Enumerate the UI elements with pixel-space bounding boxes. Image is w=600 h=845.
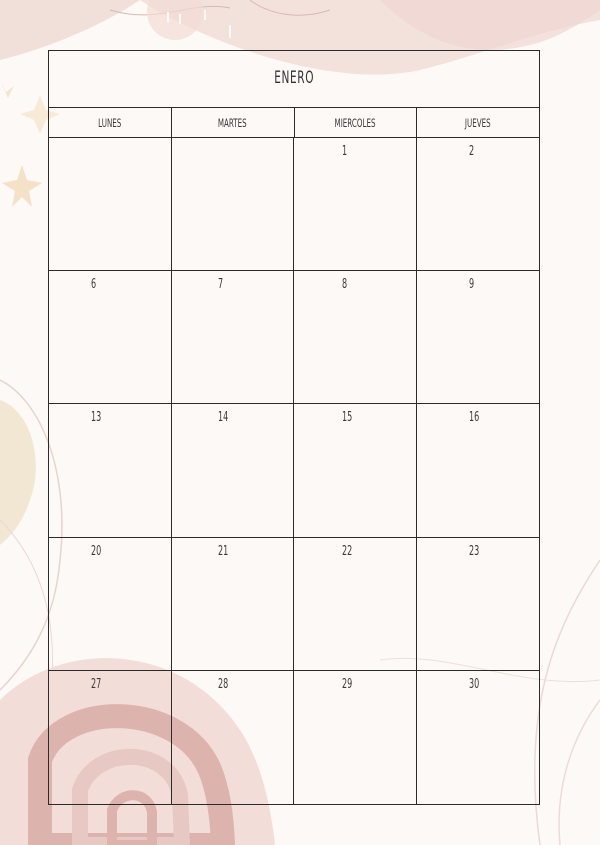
day-cell <box>172 538 295 671</box>
day-cell <box>294 671 417 804</box>
day-number: 8 <box>342 277 348 293</box>
day-cell <box>49 138 172 271</box>
day-cell <box>49 671 172 804</box>
day-number: 22 <box>342 543 353 559</box>
day-cell <box>417 138 540 271</box>
day-cell <box>172 671 295 804</box>
weekday-label: JUEVES <box>465 115 491 130</box>
weekday-header-row <box>49 108 539 138</box>
day-cell <box>172 404 295 537</box>
weekday-header-wednesday <box>295 108 418 137</box>
day-cell <box>49 404 172 537</box>
day-number: 28 <box>217 676 228 692</box>
day-number: 2 <box>468 144 474 159</box>
day-cell <box>294 538 417 671</box>
calendar <box>48 50 540 805</box>
day-number: 21 <box>217 543 228 559</box>
day-cell <box>49 538 172 671</box>
day-number: 20 <box>91 543 102 559</box>
day-cell <box>417 404 540 537</box>
day-cell <box>417 671 540 804</box>
day-cell <box>417 271 540 404</box>
weekday-header-thursday <box>417 108 539 137</box>
day-number: 13 <box>91 410 102 426</box>
day-cell <box>294 404 417 537</box>
weekday-header-monday <box>49 108 172 137</box>
day-number: 7 <box>217 277 223 293</box>
day-number: 9 <box>468 277 474 293</box>
day-cell <box>294 271 417 404</box>
month-title: ENERO <box>274 68 314 88</box>
day-number: 23 <box>468 543 479 559</box>
day-grid <box>49 138 539 804</box>
day-number: 1 <box>342 144 348 159</box>
day-number: 29 <box>342 676 353 692</box>
month-header <box>49 51 539 108</box>
weekday-label: LUNES <box>98 115 122 130</box>
day-cell <box>417 538 540 671</box>
day-cell <box>49 271 172 404</box>
day-number: 14 <box>217 410 228 426</box>
day-number: 30 <box>468 676 479 692</box>
weekday-header-tuesday <box>172 108 295 137</box>
day-number: 27 <box>91 676 102 692</box>
day-cell <box>172 271 295 404</box>
weekday-label: MARTES <box>218 115 248 130</box>
day-number: 16 <box>468 410 479 426</box>
day-cell <box>294 138 417 271</box>
day-number: 6 <box>91 277 97 293</box>
day-number: 15 <box>342 410 353 426</box>
weekday-label: MIERCOLES <box>334 115 376 130</box>
day-cell <box>172 138 295 271</box>
